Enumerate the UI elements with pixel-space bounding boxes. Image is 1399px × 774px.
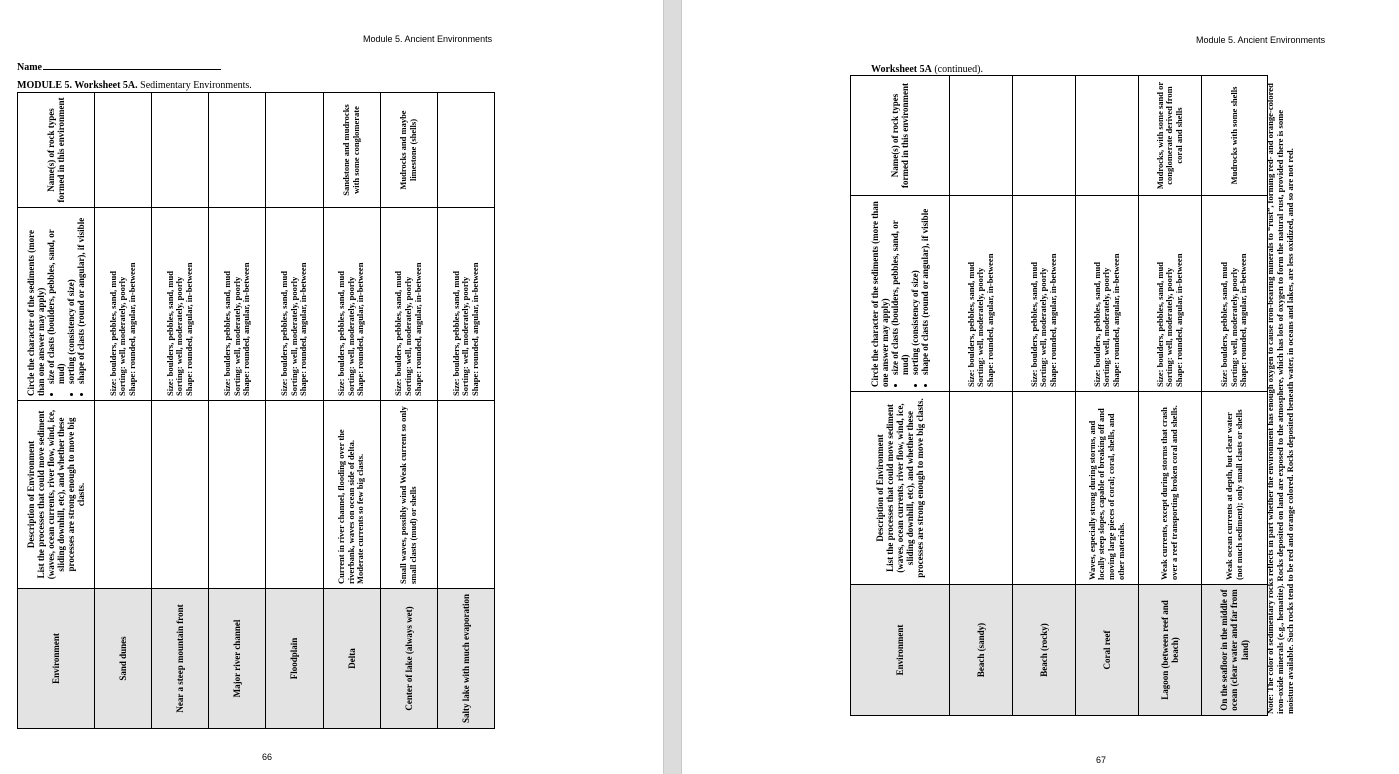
env-cell: On the seafloor in the middle of ocean (clear water and far from land): [1202, 585, 1268, 716]
desc-title: Description of Environment: [874, 434, 885, 542]
sorting-options[interactable]: Sorting: well, moderately, poorly: [1164, 267, 1175, 387]
env-cell: Delta: [323, 589, 380, 729]
desc-cell[interactable]: [437, 401, 494, 589]
table-row: [1076, 76, 1139, 716]
size-options[interactable]: Size: boulders, pebbles, sand, mud: [1028, 262, 1039, 387]
col-header-circle: [18, 208, 95, 401]
shape-options[interactable]: Shape: rounded, angular, in-between: [126, 262, 137, 396]
env-cell: Beach (rocky): [1013, 585, 1076, 716]
circle-bullet: • sorting (consistency of size): [66, 212, 76, 384]
desc-cell[interactable]: Weak ocean currents at depth, but clear water (not much sediment); only small clasts or shells: [1202, 392, 1268, 585]
circle-bullet: • shape of clasts (round or angular), if visible: [76, 212, 86, 384]
size-options[interactable]: Size: boulders, pebbles, sand, mud: [1154, 262, 1165, 387]
table-row: [1139, 76, 1202, 716]
sorting-options[interactable]: Sorting: well, moderately, poorly: [1228, 267, 1239, 387]
col-header-environment: Environment: [851, 585, 950, 716]
sorting-options[interactable]: Sorting: well, moderately, poorly: [117, 276, 128, 396]
env-cell: Major river channel: [209, 589, 266, 729]
table-row: [1013, 76, 1076, 716]
circle-intro: Circle the character of the sediments (more than one answer may apply): [869, 201, 890, 387]
sorting-options[interactable]: Sorting: well, moderately, poorly: [231, 276, 242, 396]
page-number: 67: [1096, 755, 1107, 765]
rock-cell[interactable]: Mudrocks and maybe limestone (shells): [380, 93, 437, 208]
size-options[interactable]: Size: boulders, pebbles, sand, mud: [1091, 262, 1102, 387]
circle-bullet: • size of clasts (boulders, pebbles, sand, or mud): [890, 200, 910, 375]
size-options[interactable]: Size: boulders, pebbles, sand, mud: [279, 271, 290, 396]
options-cell[interactable]: [380, 208, 437, 401]
options-cell[interactable]: [152, 208, 209, 401]
desc-cell[interactable]: Weak currents, except during storms that crash over a reef transporting broken coral and shells.: [1139, 392, 1202, 585]
table-row: [950, 76, 1013, 716]
module-header: Module 5. Ancient Environments: [363, 34, 493, 44]
sorting-options[interactable]: Sorting: well, moderately, poorly: [402, 276, 413, 396]
shape-options[interactable]: Shape: rounded, angular, in-between: [1047, 253, 1058, 387]
sorting-options[interactable]: Sorting: well, moderately, poorly: [345, 276, 356, 396]
col-header-description: [851, 392, 950, 585]
desc-body: List the processes that could move sediment (waves, ocean currents, river flow, wind, ice, sliding downhill, etc), and whether these processes are strong enough to move big clasts.: [884, 398, 926, 578]
rock-cell[interactable]: [437, 93, 494, 208]
sediment-table-p67: [850, 75, 1268, 716]
table-row: [437, 93, 494, 729]
options-cell[interactable]: [950, 196, 1013, 392]
worksheet-page-66: [0, 0, 663, 774]
table-row: [323, 93, 380, 729]
table-row: [380, 93, 437, 729]
rock-cell[interactable]: [266, 93, 323, 208]
worksheet-title: [871, 64, 983, 75]
desc-cell[interactable]: Waves, especially strong during storms, and locally steep slopes, capable of breaking off and moving large pieces of coral; coral, shells, and other materials.: [1076, 392, 1139, 585]
rock-cell[interactable]: [1013, 76, 1076, 196]
desc-cell[interactable]: [1013, 392, 1076, 585]
options-cell[interactable]: [1139, 196, 1202, 392]
worksheet-title-bold: MODULE 5. Worksheet 5A.: [17, 80, 138, 91]
circle-bullet: • sorting (consistency of size): [910, 200, 920, 375]
color-note: Note: The color of sedimentary rocks reflects in part whether the environment has enough oxygen to cause iron-bearing minerals to “rust”, forming red- and orange-colored iron-oxide minerals (e.g., hematite). Rocks deposited on land are exposed to the atmosphere, which has lots of oxygen to form the natural rust, provided there is some moisture available. Such rocks tend to be red and orange colored. Rocks deposited beneath water, in oceans and lakes, are less oxidized, and so are not red.: [1265, 83, 1295, 714]
shape-options[interactable]: Shape: rounded, angular, in-between: [1173, 253, 1184, 387]
worksheet-title: [17, 80, 252, 91]
desc-cell[interactable]: Small waves, possibly wind Weak current so only small clasts (mud) or shells: [380, 401, 437, 589]
size-options[interactable]: Size: boulders, pebbles, sand, mud: [450, 271, 461, 396]
options-cell[interactable]: [1202, 196, 1268, 392]
size-options[interactable]: Size: boulders, pebbles, sand, mud: [107, 271, 118, 396]
rock-cell[interactable]: [152, 93, 209, 208]
options-cell[interactable]: [94, 208, 151, 401]
col-header-rocks: Name(s) of rock types formed in this environment: [851, 76, 950, 196]
sorting-options[interactable]: Sorting: well, moderately, poorly: [1038, 267, 1049, 387]
worksheet-page-67: [682, 0, 1399, 774]
rock-cell[interactable]: [950, 76, 1013, 196]
size-options[interactable]: Size: boulders, pebbles, sand, mud: [164, 271, 175, 396]
col-header-rocks: Name(s) of rock types formed in this environment: [18, 93, 95, 208]
size-options[interactable]: Size: boulders, pebbles, sand, mud: [336, 271, 347, 396]
rock-cell[interactable]: [209, 93, 266, 208]
sorting-options[interactable]: Sorting: well, moderately, poorly: [460, 276, 471, 396]
size-options[interactable]: Size: boulders, pebbles, sand, mud: [222, 271, 232, 396]
options-cell[interactable]: [209, 208, 266, 401]
size-options[interactable]: Size: boulders, pebbles, sand, mud: [965, 262, 976, 387]
table-page-67-rotated: [850, 75, 1268, 716]
table-row: [209, 93, 266, 729]
shape-options[interactable]: Shape: rounded, angular, in-between: [469, 262, 480, 396]
env-cell: Center of lake (always wet): [380, 589, 437, 729]
sorting-options[interactable]: Sorting: well, moderately, poorly: [174, 276, 185, 396]
circle-bullet: • size of clasts (boulders, pebbles, sand, or mud): [46, 212, 66, 384]
rock-cell[interactable]: Mudrocks, with some sand or conglomerate derived from coral and shells: [1139, 76, 1202, 196]
table-row: [152, 93, 209, 729]
sorting-options[interactable]: Sorting: well, moderately, poorly: [288, 276, 299, 396]
rock-cell[interactable]: [94, 93, 151, 208]
shape-options[interactable]: Shape: rounded, angular, in-between: [412, 262, 423, 396]
env-cell: Salty lake with much evaporation: [437, 589, 494, 729]
sorting-options[interactable]: Sorting: well, moderately, poorly: [975, 267, 986, 387]
table-row: [1202, 76, 1268, 716]
sorting-options[interactable]: Sorting: well, moderately, poorly: [1101, 267, 1112, 387]
worksheet-title-bold: Worksheet 5A: [871, 64, 932, 75]
col-header-description: [18, 401, 95, 589]
worksheet-title-rest: Sedimentary Environments.: [137, 80, 252, 91]
env-cell: Coral reef: [1076, 585, 1139, 716]
options-cell[interactable]: [1013, 196, 1076, 392]
options-cell[interactable]: [266, 208, 323, 401]
table-page-66-rotated: [17, 92, 495, 729]
page-gutter: [663, 0, 682, 774]
env-cell: Near a steep mountain front: [152, 589, 209, 729]
env-cell: Lagoon (between reef and beach): [1139, 585, 1202, 716]
desc-title: Description of Environment: [25, 440, 36, 549]
shape-options[interactable]: Shape: rounded, angular, in-between: [1110, 253, 1121, 387]
table-row: [94, 93, 151, 729]
desc-cell[interactable]: [950, 392, 1013, 585]
size-options[interactable]: Size: boulders, pebbles, sand, mud: [393, 271, 404, 396]
desc-cell[interactable]: [209, 401, 266, 589]
options-cell[interactable]: [323, 208, 380, 401]
col-header-environment: Environment: [18, 589, 95, 729]
desc-body: List the processes that could move sediment (waves, ocean currents, river flow, wind, ice, sliding downhill, etc), and whether these processes are strong enough to move big clasts.: [35, 409, 87, 580]
name-label: Name: [17, 62, 42, 73]
shape-options[interactable]: Shape: rounded, angular, in-between: [1238, 253, 1249, 387]
name-line[interactable]: [43, 61, 221, 70]
env-cell: Floodplain: [266, 589, 323, 729]
desc-cell[interactable]: Current in river channel, flooding over the riverbank, waves on ocean side of delta. Moderate currents so few big clasts.: [323, 401, 380, 589]
desc-cell[interactable]: [94, 401, 151, 589]
worksheet-title-rest: (continued).: [931, 64, 983, 75]
options-cell[interactable]: [1076, 196, 1139, 392]
shape-options[interactable]: Shape: rounded, angular, in-between: [984, 253, 995, 387]
sediment-table-p66: [17, 92, 495, 729]
circle-bullet: • shape of clasts (round or angular), if visible: [920, 200, 930, 375]
table-row: [266, 93, 323, 729]
module-header: Module 5. Ancient Environments: [1196, 35, 1326, 45]
env-cell: Sand dunes: [94, 589, 151, 729]
options-cell[interactable]: [437, 208, 494, 401]
shape-options[interactable]: Shape: rounded, angular, in-between: [183, 262, 194, 396]
rock-cell[interactable]: Mudrocks with some shells: [1202, 76, 1268, 196]
col-header-circle: [851, 196, 950, 392]
name-field[interactable]: [17, 61, 221, 73]
rock-cell[interactable]: Sandstone and mudrocks with some conglomerate: [323, 93, 380, 208]
desc-cell[interactable]: [152, 401, 209, 589]
circle-intro: Circle the character of the sediments (more than one answer may apply): [25, 230, 46, 396]
env-cell: Beach (sandy): [950, 585, 1013, 716]
desc-cell[interactable]: [266, 401, 323, 589]
shape-options[interactable]: Shape: rounded, angular, in-between: [298, 262, 309, 396]
shape-options[interactable]: Shape: rounded, angular, in-between: [241, 262, 252, 396]
size-options[interactable]: Size: boulders, pebbles, sand, mud: [1219, 262, 1230, 387]
shape-options[interactable]: Shape: rounded, angular, in-between: [355, 262, 366, 396]
page-number: 66: [262, 752, 273, 762]
rock-cell[interactable]: [1076, 76, 1139, 196]
